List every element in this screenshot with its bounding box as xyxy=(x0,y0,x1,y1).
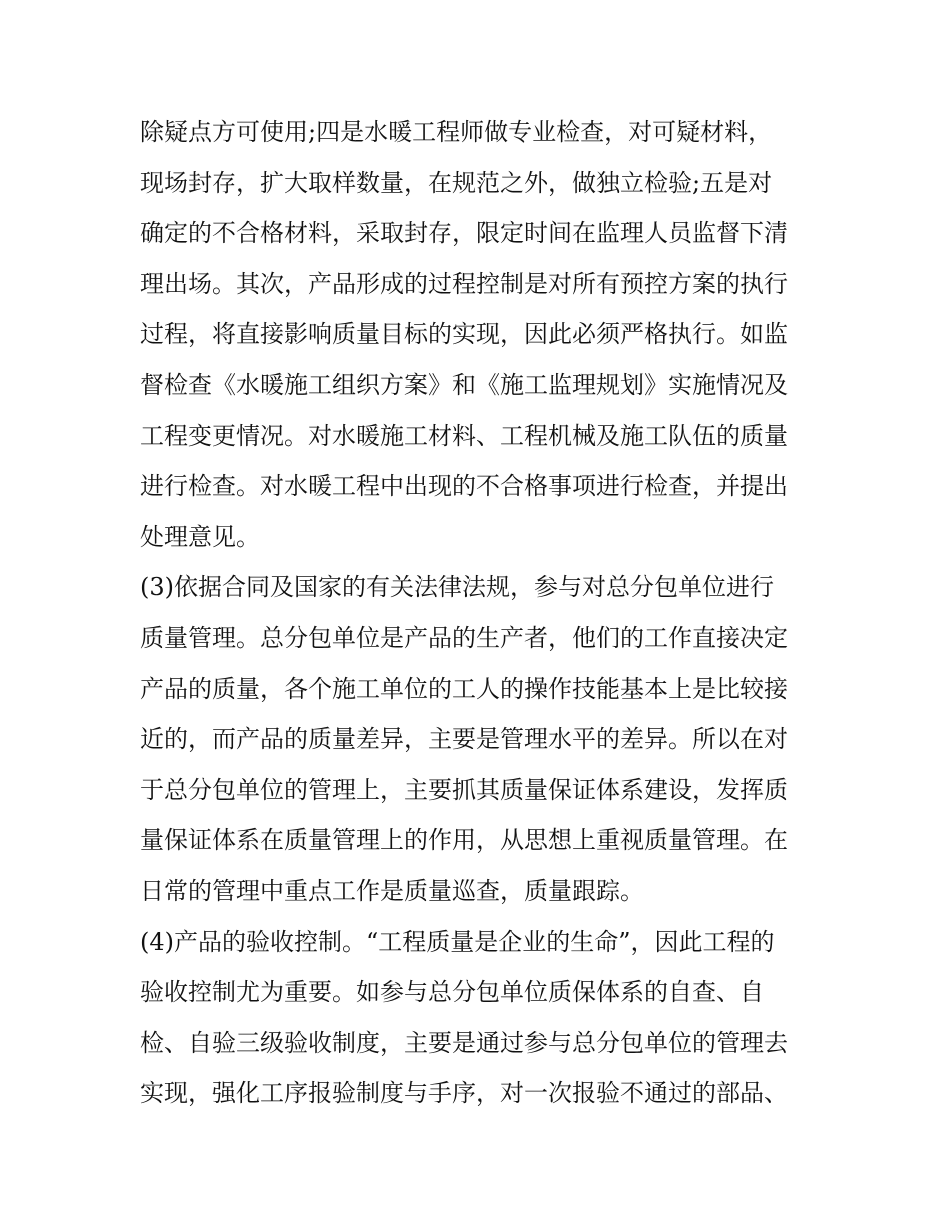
text-line: 日常的管理中重点工作是质量巡查，质量跟踪。 xyxy=(140,876,644,905)
text-line: 处理意见。 xyxy=(140,522,260,551)
text-line: (3)依据合同及国家的有关法律法规，参与对总分包单位进行 xyxy=(140,573,774,602)
text-line: 工程变更情况。对水暖施工材料、工程机械及施工队伍的质量 xyxy=(140,421,788,450)
text-line: 产品的质量，各个施工单位的工人的操作技能基本上是比较接 xyxy=(140,674,788,703)
body-text xyxy=(140,107,820,1119)
text-line: 过程，将直接影响质量目标的实现，因此必须严格执行。如监 xyxy=(140,320,788,349)
text-line: 验收控制尤为重要。如参与总分包单位质保体系的自查、自 xyxy=(140,978,764,1007)
text-line: 确定的不合格材料，采取封存，限定时间在监理人员监督下清 xyxy=(140,219,788,248)
text-line: 量保证体系在质量管理上的作用，从思想上重视质量管理。在 xyxy=(140,826,788,855)
text-line: 质量管理。总分包单位是产品的生产者，他们的工作直接决定 xyxy=(140,623,788,652)
text-line: 除疑点方可使用;四是水暖工程师做专业检查，对可疑材料， xyxy=(140,118,773,146)
text-line: 近的，而产品的质量差异，主要是管理水平的差异。所以在对 xyxy=(140,725,788,754)
text-line: 进行检查。对水暖工程中出现的不合格事项进行检查，并提出 xyxy=(140,472,788,501)
text-line: 实现，强化工序报验制度与手序，对一次报验不通过的部品、 xyxy=(140,1079,788,1108)
text-line: 现场封存，扩大取样数量，在规范之外，做独立检验;五是对 xyxy=(140,168,773,197)
text-line: 理出场。其次，产品形成的过程控制是对所有预控方案的执行 xyxy=(140,269,788,298)
text-line: 检、自验三级验收制度，主要是通过参与总分包单位的管理去 xyxy=(140,1028,788,1057)
text-line: 督检查《水暖施工组织方案》和《施工监理规划》实施情况及 xyxy=(140,370,788,399)
text-line: (4)产品的验收控制。“工程质量是企业的生命”，因此工程的 xyxy=(140,927,775,956)
text-line: 于总分包单位的管理上，主要抓其质量保证体系建设，发挥质 xyxy=(140,775,788,804)
